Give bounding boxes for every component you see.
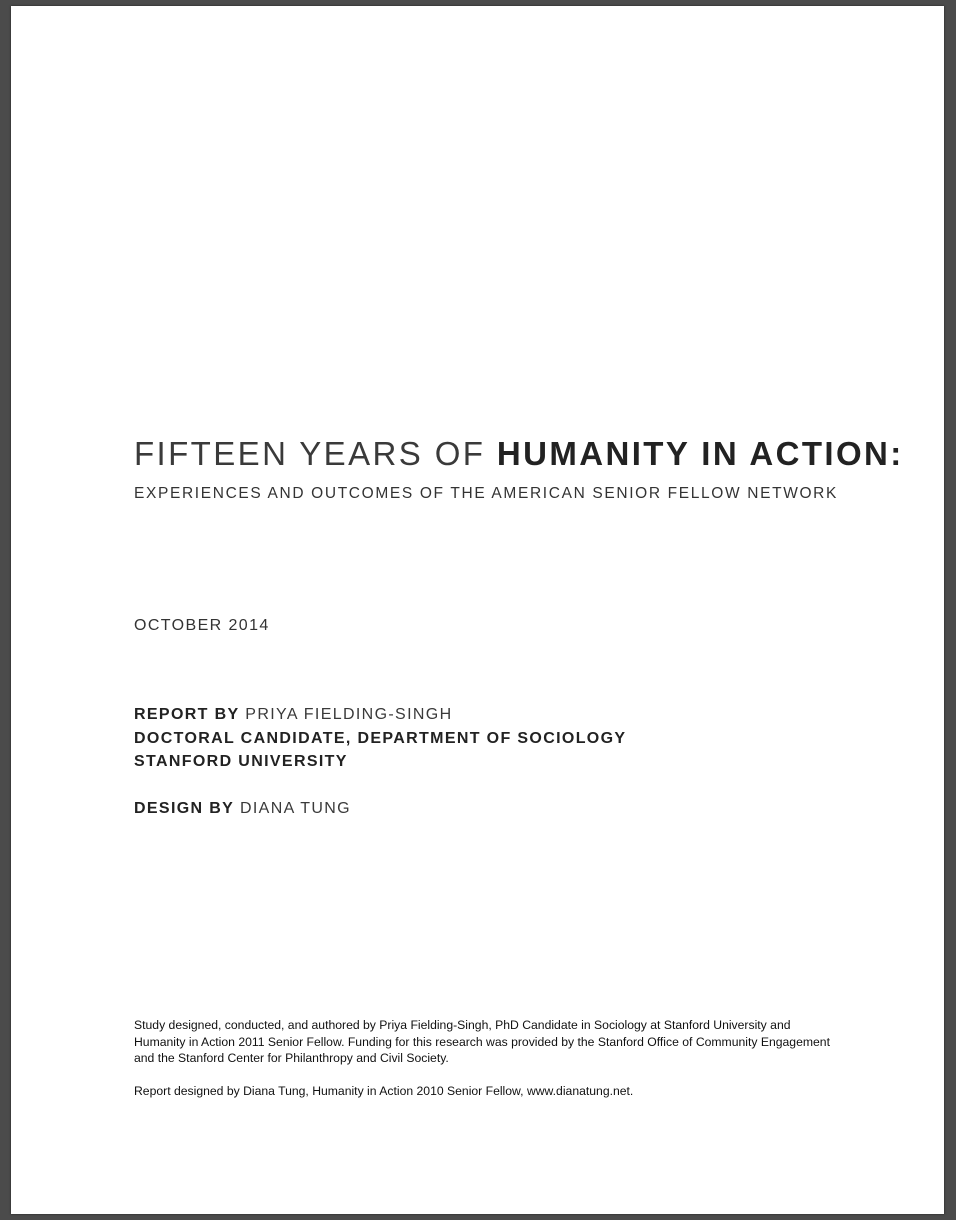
study-credit-paragraph: Study designed, conducted, and authored by Priya Fielding-Singh, PhD Candidate in Sociology at Stanford University and Humanity in Action 2011 Senior Fellow. Funding for this research was provided by the Stanford Office of Community Engagement and the Stanford Center for Philanthropy and Civil Society. xyxy=(134,1018,830,1065)
footnote-block xyxy=(134,1017,834,1115)
title-bold-part: HUMANITY IN ACTION: xyxy=(496,435,904,472)
report-by-line xyxy=(134,703,626,727)
title-light-part: FIFTEEN YEARS OF xyxy=(134,435,486,472)
design-by-label: DESIGN BY xyxy=(134,799,235,817)
author-position: DOCTORAL CANDIDATE, DEPARTMENT OF SOCIOLOGY xyxy=(134,729,627,747)
author-name: PRIYA FIELDING-SINGH xyxy=(245,706,453,723)
document-page xyxy=(11,6,944,1214)
report-by-label: REPORT BY xyxy=(134,706,240,723)
author-university: STANFORD UNIVERSITY xyxy=(134,753,348,770)
report-date: OCTOBER 2014 xyxy=(134,617,270,634)
designer-name: DIANA TUNG xyxy=(239,799,351,817)
credits-spacer xyxy=(134,774,626,797)
design-credit-paragraph: Report designed by Diana Tung, Humanity in Action 2010 Senior Fellow, www.dianatung.net. xyxy=(134,1083,634,1098)
credits-block xyxy=(134,703,626,820)
design-by-line xyxy=(134,797,626,821)
report-subtitle: EXPERIENCES AND OUTCOMES OF THE AMERICAN SENIOR FELLOW NETWORK xyxy=(134,485,839,502)
report-title xyxy=(134,434,904,474)
